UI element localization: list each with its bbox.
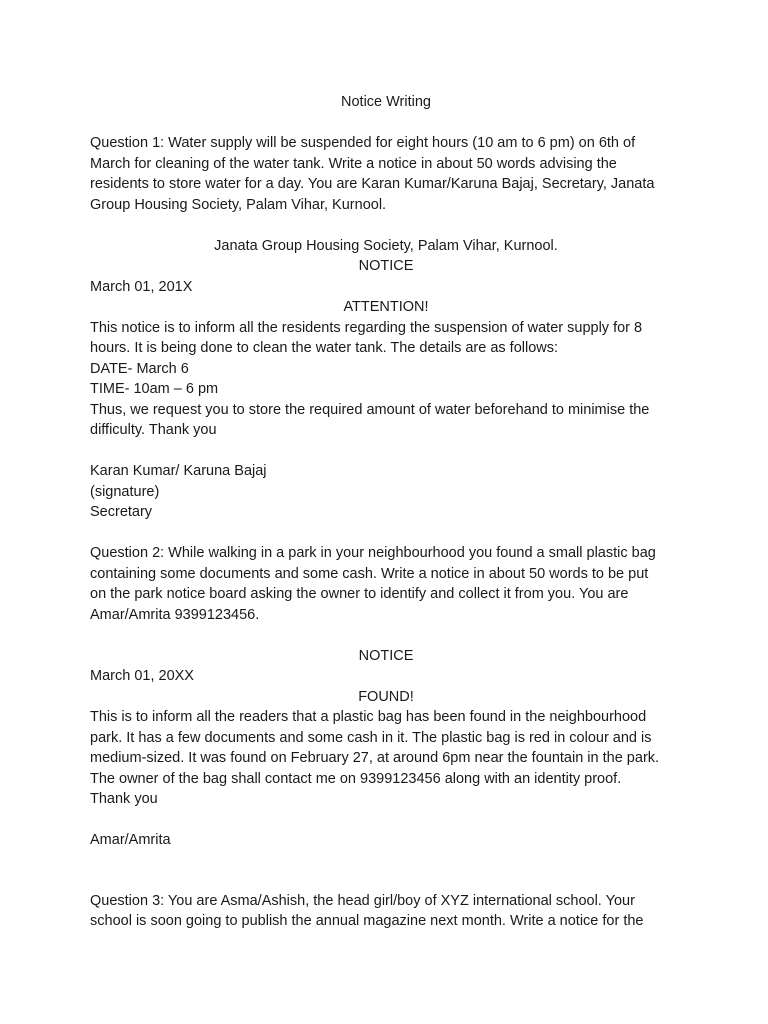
spacer (90, 523, 682, 544)
question-2 (90, 543, 682, 851)
notice-1-heading: ATTENTION! (343, 299, 429, 315)
question-3-prompt-line: school is soon going to publish the annual magazine next month. Write a notice for the (90, 913, 644, 929)
notice-1-signoff-line: (signature) (90, 483, 160, 500)
notice-1-body-line: This notice is to inform all the residents regarding the suspension of water supply for 8 (90, 319, 643, 336)
notice-1-body-line: TIME- 10am – 6 pm (90, 381, 219, 397)
notice-2-body-line: This is to inform all the readers that a plastic bag has been found in the neighbourhood (90, 709, 647, 725)
spacer (90, 113, 682, 134)
question-2-prompt-line: Question 2: While walking in a park in your neighbourhood you found a small plastic bag (90, 545, 656, 561)
notice-2-signoff: Amar/Amrita (90, 832, 171, 848)
notice-2-heading: FOUND! (358, 688, 414, 705)
spacer (90, 810, 682, 831)
notice-1-organisation: Janata Group Housing Society, Palam Vihar, Kurnool. (214, 237, 558, 254)
notice-1-signoff-line: Karan Kumar/ Karuna Bajaj (90, 463, 267, 479)
notice-2-date: March 01, 20XX (90, 668, 194, 684)
notice-1-body-line: hours. It is being done to clean the water tank. The details are as follows: (90, 340, 559, 356)
question-1-prompt-line: Question 1: Water supply will be suspended for eight hours (10 am to 6 pm) on 6th of (90, 135, 636, 151)
spacer (90, 625, 682, 646)
notice-1-signoff-line: Secretary (90, 504, 153, 520)
notice-1-body-line: difficulty. Thank you (90, 422, 217, 438)
spacer (90, 215, 682, 236)
question-2-prompt-line: on the park notice board asking the owner to identify and collect it from you. You are (90, 586, 629, 602)
notice-2-body-line: The owner of the bag shall contact me on 9399123456 along with an identity proof. (90, 770, 622, 787)
notice-1-body-line: DATE- March 6 (90, 360, 189, 377)
question-2-prompt-line: containing some documents and some cash. Write a notice in about 50 words to be put (90, 565, 649, 582)
question-3-prompt-line: Question 3: You are Asma/Ashish, the head girl/boy of XYZ international school. Your (90, 892, 635, 909)
spacer (90, 851, 682, 891)
notice-1-label: NOTICE (358, 258, 414, 274)
question-1 (90, 133, 682, 523)
document-page (90, 92, 682, 932)
question-3 (90, 891, 682, 932)
notice-2-body-line: Thank you (90, 791, 158, 807)
notice-1-date: March 01, 201X (90, 278, 193, 295)
question-1-prompt-line: residents to store water for a day. You are Karan Kumar/Karuna Bajaj, Secretary, Janata (90, 176, 655, 192)
question-1-prompt-line: March for cleaning of the water tank. Write a notice in about 50 words advising the (90, 155, 617, 172)
notice-2-body-line: park. It has a few documents and some cash in it. The plastic bag is red in colour and is (90, 729, 652, 746)
notice-1-body-line: Thus, we request you to store the required amount of water beforehand to minimise the (90, 401, 650, 418)
question-2-prompt-line: Amar/Amrita 9399123456. (90, 606, 260, 623)
spacer (90, 441, 682, 462)
page-title: Notice Writing (341, 94, 431, 110)
notice-2-body-line: medium-sized. It was found on February 27, at around 6pm near the fountain in the park. (90, 750, 660, 766)
notice-2-label: NOTICE (358, 647, 414, 664)
question-1-prompt-line: Group Housing Society, Palam Vihar, Kurnool. (90, 196, 387, 213)
